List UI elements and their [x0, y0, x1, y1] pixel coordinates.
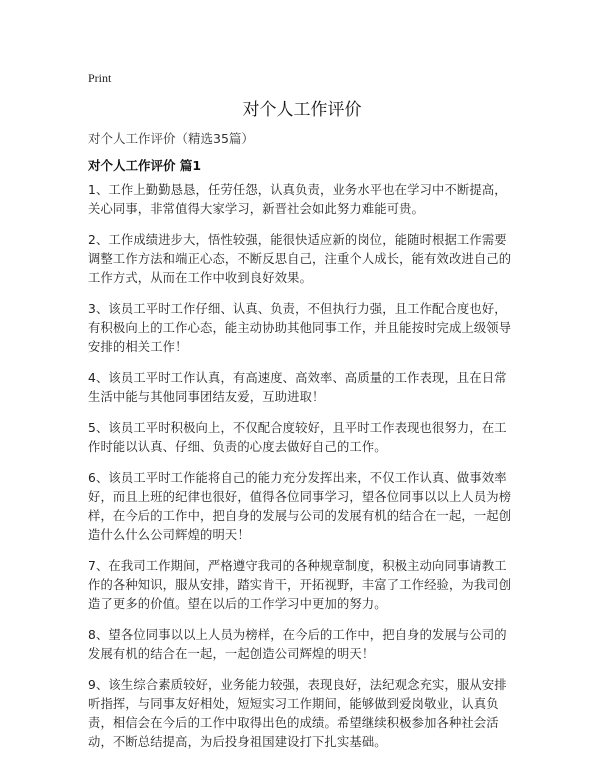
paragraph: 6、该员工平时工作能将自己的能力充分发挥出来，不仅工作认真、做事效率好，而且上班的纪律也很好，值得各位同事学习，望各位同事以以上人员为榜样，在今后的工作中，把自身的发展与公司的发展有机的结合在一起，一起创造什么什么公司辉煌的明天！ — [88, 471, 512, 542]
paragraph: 5、该员工平时积极向上，不仅配合度较好，且平时工作表现也很努力，在工作时能以认真、仔细、负责的心度去做好自己的工作。 — [88, 421, 507, 454]
section-heading: 对个人工作评价 篇1 — [88, 158, 202, 173]
page-title: 对个人工作评价 — [242, 100, 362, 120]
paragraph: 9、该生综合素质较好，业务能力较强，表现良好，法纪观念充实，服从安排听指挥，与同事友好相处，短短实习工作期间，能够做到爱岗敬业，认真负责，相信会在今后的工作中取得出色的成绩。希望继续积极参加各种社会活动，不断总结提高，为后投身祖国建设打下扎实基础。 — [88, 678, 507, 749]
paragraph: 2、工作成绩进步大，悟性较强，能很快适应新的岗位，能随时根据工作需要调整工作方法和端正心态，不断反思自己，注重个人成长，能有效改进自己的工作方式，从而在工作中收到良好效果。 — [88, 233, 512, 285]
paragraph: 1、工作上勤勤恳恳，任劳任怨，认真负责，业务水平也在学习中不断提高，关心同事，非常值得大家学习，新晋社会如此努力难能可贵。 — [88, 183, 507, 216]
paragraph: 3、该员工平时工作仔细、认真、负责，不但执行力强，且工作配合度也好，有积极向上的工作心态，能主动协助其他同事工作，并且能按时完成上级领导安排的相关工作！ — [88, 302, 512, 354]
paragraph: 8、望各位同事以以上人员为榜样，在今后的工作中，把自身的发展与公司的发展有机的结合在一起，一起创造公司辉煌的明天！ — [88, 628, 507, 661]
paragraph: 4、该员工平时工作认真，有高速度、高效率、高质量的工作表现，且在日常生活中能与其他同事团结友爱，互助进取！ — [88, 371, 507, 404]
document-page — [88, 70, 516, 764]
paragraph: 7、在我司工作期间，严格遵守我司的各种规章制度，积极主动向同事请教工作的各种知识，服从安排，踏实肯干，开拓视野，丰富了工作经验，为我司创造了更多的价值。望在以后的工作学习中更加的努力。 — [88, 559, 512, 611]
document-subtitle: 对个人工作评价（精选35篇） — [88, 131, 254, 146]
print-link[interactable]: Print — [88, 71, 112, 85]
paragraph-list — [88, 181, 516, 752]
